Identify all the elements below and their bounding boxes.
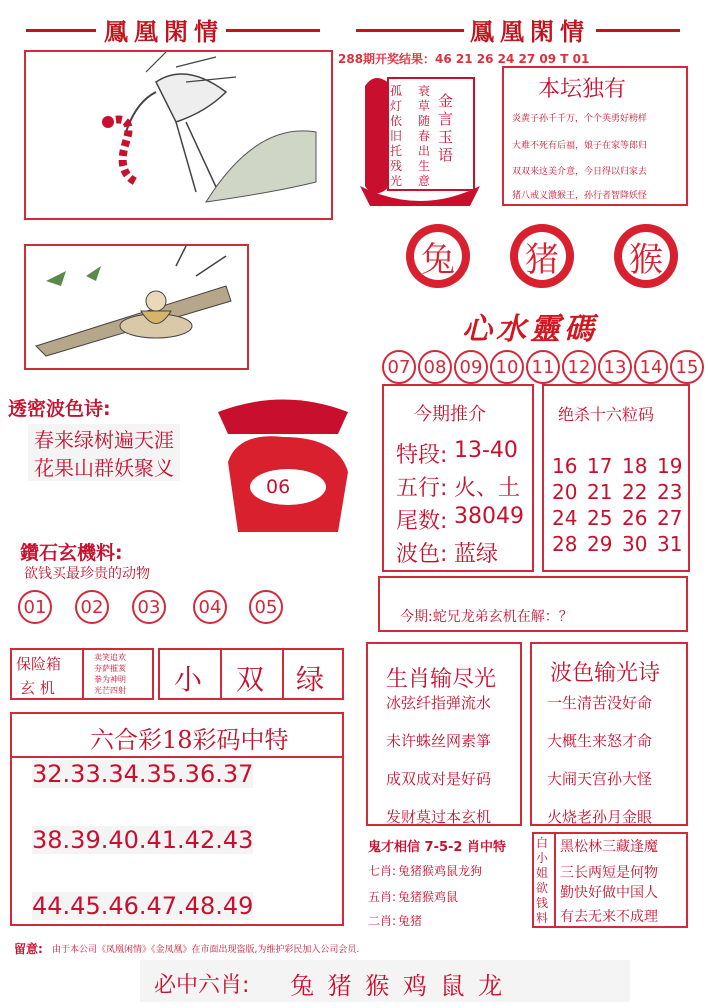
safe-small-line: 拳为神明: [94, 675, 126, 684]
kill-number: 31: [657, 532, 683, 556]
kill-number: 24: [552, 506, 578, 530]
ghost-row-value: 兔猪: [398, 914, 423, 928]
safe-divider: [82, 650, 84, 698]
kill-number: 25: [587, 506, 613, 530]
riddle-box: [378, 576, 688, 632]
safe-small-line: 卖笑追欢: [94, 653, 126, 662]
heart-number-ball: 11: [526, 350, 560, 384]
zodiac-pig-text: 猪: [518, 232, 566, 280]
kill-number: 27: [657, 506, 683, 530]
golden-phrase-scroll: [360, 66, 480, 208]
header-rule-left-b: [226, 29, 320, 32]
wave-poem-line: 一生清苦没好命: [547, 694, 653, 712]
wave-poem-line: 火烧老孙月金眼: [547, 808, 653, 826]
diamond-number-ball: 03: [132, 590, 166, 624]
kill-number: 29: [587, 532, 613, 556]
header-rule-right-b: [596, 29, 680, 32]
zodiac-poem-line: 未许蛛丝网素箏: [386, 732, 492, 750]
footer-zodiacs: 兔 猪 猴 鸡 鼠 龙: [290, 972, 506, 1000]
golden-phrase-col-2: 衰草随春出生意: [418, 84, 431, 188]
footer-label: 必中六肖:: [154, 973, 250, 998]
wave-poem-title: 波色输光诗: [550, 661, 661, 686]
forum-line-3: 双双来这美介意，今日得以归家去: [512, 167, 648, 177]
special18-row: 44.45.46.47.48.49: [32, 892, 254, 920]
diamond-number-ball: 04: [193, 590, 227, 624]
recommend-row-label: 波色:: [396, 542, 448, 567]
poem-line-1: 春来绿树遍天涯: [28, 424, 180, 453]
heart-number-ball: 09: [454, 350, 488, 384]
forum-line-1: 炎黄子孙千千万，个个英勇好榜样: [512, 114, 648, 124]
diamond-title: 鑽石玄機料:: [20, 542, 123, 564]
heart-numbers-title: 心水靈碼: [462, 312, 598, 347]
crane-illustration: [24, 50, 333, 220]
safe-cell-divider: [282, 650, 284, 698]
recommend-box: [382, 384, 534, 572]
result-line: 288期开奖结果：46 21 26 24 27 09 T 01: [338, 52, 590, 66]
zodiac-circle-pig: [510, 224, 574, 288]
recommend-row-label: 尾数:: [396, 509, 448, 534]
miss-line: 三长两短是何物: [560, 865, 658, 881]
header-rule-right-a: [356, 29, 464, 32]
notice-text: 由于本公司《凤凰闲情》《金凤凰》在市面出现盗版,为维护彩民加入公司会员.: [52, 945, 360, 955]
heart-number-ball: 08: [418, 350, 452, 384]
miss-line: 黑松林三藏逢魔: [560, 839, 658, 855]
forum-line-2: 大难不死有后福，娘子在家等郎归: [512, 141, 648, 151]
zodiac-monkey-text: 猴: [622, 232, 670, 280]
notice-label: 留意:: [14, 942, 43, 956]
wave-poem-line: 大概生来怒才命: [547, 732, 653, 750]
poem-title: 透密波色诗:: [8, 398, 111, 420]
recommend-row-value: 火、土: [454, 476, 521, 501]
special18-box: [10, 712, 344, 926]
forum-line-4: 猪八戒义激猴王，孙行者智降妖怪: [512, 191, 648, 201]
header-title-left: 鳳凰閑情: [104, 17, 224, 46]
recommend-row-label: 特段:: [396, 443, 448, 468]
kill-number: 23: [657, 480, 683, 504]
safe-label-2: 玄 机: [20, 679, 55, 697]
safe-small-line: 光芒四射: [94, 686, 126, 695]
kill-number: 21: [587, 480, 613, 504]
sitting-man-illustration: [24, 244, 249, 370]
ghost-row-label: 二肖:: [368, 914, 397, 928]
safe-box: [10, 648, 154, 700]
kill-number: 26: [622, 506, 648, 530]
zodiac-poem-line: 冰弦纤指弹流水: [386, 694, 492, 712]
special18-row: 38.39.40.41.42.43: [32, 826, 254, 854]
ghost-title: 鬼才相信 7-5-2 肖中特: [368, 840, 506, 855]
recommend-row-label: 五行:: [396, 476, 448, 501]
heart-number-ball: 13: [598, 350, 632, 384]
diamond-number-ball: 02: [75, 590, 109, 624]
zodiac-rabbit-text: 兔: [414, 232, 462, 280]
miss-divider: [554, 834, 556, 926]
kill-number: 20: [552, 480, 578, 504]
ghost-row-label: 七肖:: [368, 864, 397, 878]
forum-box: [502, 66, 688, 206]
zodiac-poem-line: 发财莫过本玄机: [386, 808, 492, 826]
kill-number: 28: [552, 532, 578, 556]
miss-line: 有去无来不成理: [560, 909, 658, 925]
safe-answer-box: [158, 648, 344, 700]
safe-cell-3: 绿: [296, 663, 325, 696]
safe-label-1: 保险箱: [16, 655, 62, 673]
diamond-subtitle: 欲钱买最珍贵的动物: [24, 566, 150, 582]
safe-cell-divider: [220, 650, 222, 698]
heart-number-ball: 12: [562, 350, 596, 384]
safe-cell-2: 双: [236, 663, 265, 696]
golden-phrase-title: 金言玉语: [438, 92, 454, 164]
miss-box: [532, 832, 688, 928]
miss-line: 勤快好做中国人: [560, 885, 658, 901]
zodiac-circle-rabbit: [406, 224, 470, 288]
recommend-row-value: 蓝绿: [454, 542, 499, 567]
mascot-stamp: [208, 392, 358, 542]
special18-divider: [12, 756, 342, 758]
riddle-text: 今期:蛇兄龙弟玄机在解：？: [400, 609, 573, 625]
ghost-row-value: 兔猪猴鸡鼠龙狗: [398, 864, 483, 878]
header-rule-left-a: [26, 29, 96, 32]
heart-number-ball: 10: [490, 350, 524, 384]
golden-phrase-col-1: 孤灯依旧托残光: [390, 84, 403, 188]
zodiac-poem-title: 生肖输尽光: [386, 667, 497, 692]
special18-title: 六合彩18彩码中特: [90, 726, 289, 754]
zodiac-circle-monkey: [614, 224, 678, 288]
kill-number: 22: [622, 480, 648, 504]
mascot-number: 06: [266, 476, 291, 498]
kill-number: 19: [657, 454, 683, 478]
diamond-number-ball: 05: [249, 590, 283, 624]
kill-number: 17: [587, 454, 613, 478]
special18-row: 32.33.34.35.36.37: [32, 760, 254, 788]
heart-number-ball: 15: [670, 350, 704, 384]
kill-number: 18: [622, 454, 648, 478]
recommend-title: 今期推介: [414, 404, 486, 425]
recommend-row-value: 13-40: [454, 438, 518, 463]
kill-number: 16: [552, 454, 578, 478]
wave-poem-line: 大闹天宫孙大怪: [547, 770, 653, 788]
poem-line-2: 花果山群妖聚义: [28, 452, 180, 481]
recommend-row-value: 38049: [454, 504, 524, 529]
header-title-right: 鳳凰閑情: [470, 17, 590, 46]
forum-title: 本坛独有: [538, 77, 627, 102]
ghost-row-label: 五肖:: [368, 890, 397, 904]
ghost-row-value: 兔猪猴鸡鼠: [398, 890, 459, 904]
miss-label: 白小姐欲钱料: [536, 836, 549, 925]
zodiac-poem-line: 成双成对是好码: [386, 770, 492, 788]
kill-number: 30: [622, 532, 648, 556]
heart-number-ball: 14: [634, 350, 668, 384]
safe-cell-1: 小: [174, 663, 203, 696]
heart-number-ball: 07: [382, 350, 416, 384]
safe-small-line: 夯萨摧荄: [94, 664, 126, 673]
kill-numbers-title: 绝杀十六粒码: [558, 405, 655, 424]
diamond-number-ball: 01: [18, 590, 52, 624]
